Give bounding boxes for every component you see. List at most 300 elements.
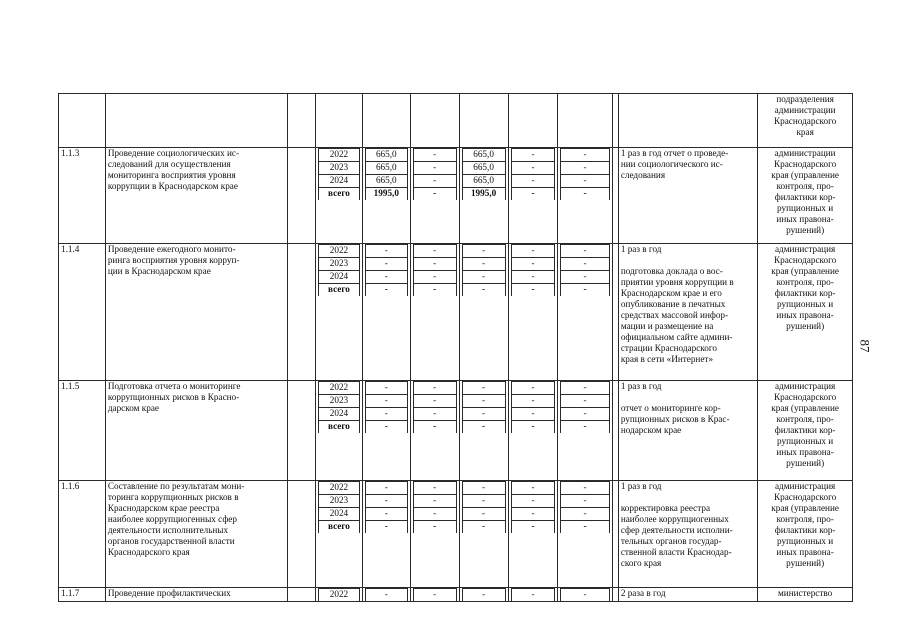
cell-amount	[508, 481, 558, 588]
cell-amount	[362, 148, 410, 244]
year-row	[319, 395, 360, 408]
executor-line: края (управление	[771, 266, 839, 276]
cell-amount	[558, 244, 612, 381]
cell-result	[618, 148, 757, 244]
amount-value: -	[511, 162, 555, 175]
year-row	[462, 395, 505, 408]
year-row	[319, 175, 360, 188]
year-row	[511, 521, 555, 534]
executor-line: Краснодарского	[773, 159, 837, 169]
year-row	[413, 258, 456, 271]
year-row	[462, 495, 505, 508]
amount-value: -	[561, 395, 609, 408]
amount-value: 665,0	[365, 175, 407, 188]
cell-source	[287, 94, 315, 148]
year-row	[413, 245, 456, 258]
year-row	[413, 162, 456, 175]
year-row	[365, 521, 407, 534]
amount-value: -	[462, 482, 505, 495]
amount-value: -	[413, 284, 456, 297]
sub-table	[511, 588, 556, 601]
executor-line: иных правона-	[776, 447, 834, 457]
year-row	[561, 175, 609, 188]
year-row	[462, 421, 505, 434]
executor-line: рушений)	[786, 558, 825, 568]
year-row	[413, 188, 456, 201]
sub-table	[413, 381, 457, 433]
item-number: 1.1.7	[61, 588, 80, 598]
cell-executor	[758, 481, 853, 588]
year-label: 2023	[319, 395, 360, 408]
amount-value: -	[365, 395, 407, 408]
name-line: деятельности исполнительных	[107, 525, 229, 535]
amount-value: -	[413, 258, 456, 271]
amount-value: 1995,0	[365, 188, 407, 201]
table-row	[59, 148, 853, 244]
name-line: Проведение социологических ис-	[107, 148, 240, 158]
year-row	[413, 271, 456, 284]
sub-table	[560, 148, 609, 200]
year-row	[462, 162, 505, 175]
year-row	[365, 508, 407, 521]
item-number: 1.1.5	[61, 381, 80, 391]
amount-value: -	[462, 408, 505, 421]
item-number: 1.1.6	[61, 481, 80, 491]
year-row	[511, 258, 555, 271]
cell-amount	[362, 481, 410, 588]
year-label: 2023	[319, 258, 360, 271]
amount-value: -	[561, 258, 609, 271]
amount-value: -	[365, 589, 407, 602]
year-row	[462, 508, 505, 521]
year-row	[413, 382, 456, 395]
year-row	[462, 149, 505, 162]
year-row	[319, 589, 360, 602]
executor-line: рушений)	[786, 225, 825, 235]
result-line: следования	[620, 170, 666, 180]
sub-table	[560, 588, 609, 601]
year-row	[319, 188, 360, 201]
year-label: 2022	[319, 245, 360, 258]
year-row	[413, 482, 456, 495]
year-label: 2022	[319, 382, 360, 395]
cell-num	[59, 381, 106, 481]
cell-total	[362, 94, 410, 148]
year-row	[462, 284, 505, 297]
year-row	[319, 271, 360, 284]
year-row	[413, 175, 456, 188]
amount-value: -	[413, 271, 456, 284]
year-row	[319, 258, 360, 271]
result-frequency: 1 раз в год	[620, 244, 662, 254]
year-row	[561, 284, 609, 297]
name-line: коррупционных рисков в Красно-	[107, 392, 240, 402]
year-row	[561, 271, 609, 284]
name-line: дарском крае	[107, 403, 159, 413]
amount-value: -	[413, 495, 456, 508]
item-number: 1.1.4	[61, 244, 80, 254]
result-line: отчет о мониторинге кор-	[620, 403, 721, 413]
result-line: наиболее коррупциогенных	[620, 514, 729, 524]
amount-value: -	[413, 482, 456, 495]
executor-line: филактики кор-	[774, 192, 836, 202]
year-row	[319, 495, 360, 508]
result-line: мации и размещение на	[620, 321, 714, 331]
cell-num	[59, 148, 106, 244]
year-row	[561, 482, 609, 495]
cell-amount	[410, 244, 459, 381]
executor-line: администрация	[774, 244, 836, 254]
sub-table	[318, 481, 360, 533]
year-row	[561, 395, 609, 408]
sub-table	[318, 588, 360, 601]
amount-value: -	[462, 245, 505, 258]
sub-table	[413, 148, 457, 200]
amount-value: -	[511, 521, 555, 534]
amount-value: -	[462, 395, 505, 408]
year-row	[365, 271, 407, 284]
sub-table	[365, 244, 408, 296]
cell-amount	[410, 481, 459, 588]
year-row	[561, 495, 609, 508]
executor-line: рупционных и	[777, 436, 834, 446]
cell-name	[105, 148, 287, 244]
executor-line: подразделения	[776, 94, 834, 104]
amount-value: -	[511, 284, 555, 297]
year-row	[319, 245, 360, 258]
item-number: 1.1.3	[61, 148, 80, 158]
executor-line: министерство	[777, 588, 833, 598]
sub-table	[462, 244, 506, 296]
year-row	[462, 589, 505, 602]
executor-line: администрации	[774, 105, 836, 115]
executor-line: рупционных и	[777, 203, 834, 213]
executor-line: филактики кор-	[774, 425, 836, 435]
cell-amount	[362, 588, 410, 602]
cell-amount	[459, 588, 508, 602]
cell-name	[105, 481, 287, 588]
amount-value: -	[462, 284, 505, 297]
result-line: официальном сайте админи-	[620, 332, 733, 342]
amount-value: 1995,0	[462, 188, 505, 201]
amount-value: -	[413, 162, 456, 175]
amount-value: -	[365, 521, 407, 534]
executor-line: рупционных и	[777, 299, 834, 309]
sub-table	[511, 481, 556, 533]
amount-value: -	[511, 175, 555, 188]
cell-source	[287, 588, 315, 602]
year-row	[365, 258, 407, 271]
cell-executor	[758, 244, 853, 381]
amount-value: -	[462, 258, 505, 271]
program-table	[58, 93, 853, 602]
sub-table	[511, 148, 556, 200]
cell-executor	[758, 148, 853, 244]
executor-line: администрация	[774, 481, 836, 491]
year-label: 2023	[319, 495, 360, 508]
name-line: наиболее коррупциогенных сфер	[107, 514, 237, 524]
sub-table	[365, 588, 408, 601]
sub-table	[511, 381, 556, 433]
amount-value: -	[561, 521, 609, 534]
amount-value: -	[365, 245, 407, 258]
cell-amount	[410, 148, 459, 244]
sub-table	[560, 481, 609, 533]
cell-name	[105, 588, 287, 602]
cell-amount	[508, 381, 558, 481]
year-row	[511, 482, 555, 495]
year-row	[561, 149, 609, 162]
sub-table	[560, 244, 609, 296]
amount-value: -	[511, 495, 555, 508]
executor-line: филактики кор-	[774, 525, 836, 535]
amount-value: -	[365, 284, 407, 297]
year-row	[561, 408, 609, 421]
name-line: органов государственной власти	[107, 536, 235, 546]
sub-table	[365, 148, 408, 200]
amount-value: -	[511, 149, 555, 162]
result-frequency: 1 раз в год	[620, 481, 662, 491]
cell-num	[59, 94, 106, 148]
year-row	[511, 245, 555, 258]
name-line: следований для осуществления	[107, 159, 231, 169]
executor-line: Краснодарского	[773, 392, 837, 402]
year-row	[365, 421, 407, 434]
cell-executor	[758, 381, 853, 481]
amount-value: -	[561, 508, 609, 521]
cell-amount	[459, 148, 508, 244]
year-row	[319, 421, 360, 434]
amount-value: -	[365, 495, 407, 508]
cell-amount	[558, 148, 612, 244]
executor-line: иных правона-	[776, 547, 834, 557]
name-line: мониторинга восприятия уровня	[107, 170, 236, 180]
sub-table	[560, 381, 609, 433]
year-label: всего	[319, 188, 360, 201]
result-line: приятии уровня коррупции в	[620, 277, 734, 287]
amount-value: -	[462, 521, 505, 534]
page-number: 87	[857, 339, 873, 353]
year-row	[511, 421, 555, 434]
result-line: рупционных рисков в Крас-	[620, 414, 730, 424]
executor-line: филактики кор-	[774, 288, 836, 298]
amount-value: -	[561, 382, 609, 395]
sub-table	[413, 481, 457, 533]
executor-line: контроля, про-	[776, 414, 834, 424]
cell-amount	[558, 381, 612, 481]
cell-amount	[558, 481, 612, 588]
executor-line: края (управление	[771, 403, 839, 413]
cell-year	[316, 381, 363, 481]
amount-value: -	[511, 589, 555, 602]
name-line: коррупции в Краснодарском крае	[107, 181, 238, 191]
year-row	[365, 482, 407, 495]
sub-table	[318, 381, 360, 433]
year-row	[319, 508, 360, 521]
year-row	[365, 245, 407, 258]
amount-value: 665,0	[462, 175, 505, 188]
amount-value: -	[413, 395, 456, 408]
table-row	[59, 381, 853, 481]
year-row	[413, 521, 456, 534]
result-line: ского края	[620, 558, 662, 568]
year-row	[561, 508, 609, 521]
cell-source	[287, 244, 315, 381]
amount-value: -	[561, 284, 609, 297]
sub-table	[462, 148, 506, 200]
cell-amount	[410, 588, 459, 602]
executor-line: иных правона-	[776, 214, 834, 224]
cell-other	[558, 94, 612, 148]
year-row	[365, 382, 407, 395]
executor-line: администрация	[774, 381, 836, 391]
name-line: Проведение профилактических	[107, 588, 231, 598]
amount-value: -	[365, 271, 407, 284]
amount-value: -	[561, 495, 609, 508]
amount-value: -	[413, 149, 456, 162]
cell-amount	[508, 588, 558, 602]
amount-value: -	[413, 175, 456, 188]
sub-table	[462, 481, 506, 533]
amount-value: -	[561, 162, 609, 175]
year-row	[561, 589, 609, 602]
year-row	[319, 408, 360, 421]
year-row	[365, 162, 407, 175]
amount-value: -	[511, 421, 555, 434]
year-label: 2024	[319, 508, 360, 521]
cell-amount	[362, 244, 410, 381]
name-line: ринга восприятия уровня корруп-	[107, 255, 240, 265]
result-line: нодарском крае	[620, 425, 682, 435]
executor-line: Краснодарского	[773, 492, 837, 502]
sub-table	[318, 148, 360, 200]
year-row	[462, 175, 505, 188]
result-line: подготовка доклада о вос-	[620, 266, 723, 276]
executor-line: контроля, про-	[776, 277, 834, 287]
cell-amount	[508, 244, 558, 381]
amount-value: -	[511, 271, 555, 284]
amount-value: -	[413, 188, 456, 201]
amount-value: -	[413, 421, 456, 434]
amount-value: -	[365, 508, 407, 521]
cell-result	[618, 481, 757, 588]
executor-line: контроля, про-	[776, 181, 834, 191]
year-row	[561, 245, 609, 258]
year-row	[561, 382, 609, 395]
executor-line: администрации	[774, 148, 836, 158]
year-label: 2024	[319, 175, 360, 188]
year-row	[413, 149, 456, 162]
executor-line: контроля, про-	[776, 514, 834, 524]
cell-executor	[758, 94, 853, 148]
year-row	[511, 162, 555, 175]
amount-value: -	[462, 589, 505, 602]
amount-value: -	[413, 508, 456, 521]
table-row-continued	[59, 94, 853, 148]
amount-value: -	[413, 382, 456, 395]
year-row	[462, 188, 505, 201]
name-line: Краснодарском крае реестра	[107, 503, 220, 513]
cell-amount	[410, 381, 459, 481]
sub-table	[413, 244, 457, 296]
year-row	[413, 495, 456, 508]
year-row	[561, 188, 609, 201]
cell-num	[59, 244, 106, 381]
result-line: тельных органов государ-	[620, 536, 722, 546]
amount-value: -	[413, 521, 456, 534]
cell-num	[59, 481, 106, 588]
table-row	[59, 481, 853, 588]
result-frequency: 1 раз в год	[620, 381, 662, 391]
cell-executor	[758, 588, 853, 602]
result-line: корректировка реестра	[620, 503, 711, 513]
year-row	[365, 589, 407, 602]
cell-result	[618, 588, 757, 602]
year-row	[319, 149, 360, 162]
year-row	[413, 508, 456, 521]
amount-value: -	[511, 408, 555, 421]
name-line: Проведение ежегодного монито-	[107, 244, 236, 254]
table-row	[59, 244, 853, 381]
year-label: всего	[319, 284, 360, 297]
executor-line: Краснодарского	[773, 116, 837, 126]
amount-value: -	[561, 408, 609, 421]
year-row	[561, 521, 609, 534]
executor-line: рупционных и	[777, 536, 834, 546]
result-line: Краснодарском крае и его	[620, 288, 722, 298]
table-row	[59, 588, 853, 602]
amount-value: -	[511, 508, 555, 521]
executor-line: края (управление	[771, 503, 839, 513]
cell-municipal	[508, 94, 558, 148]
executor-line: иных правона-	[776, 310, 834, 320]
amount-value: -	[413, 589, 456, 602]
result-line: 2 раза в год	[620, 588, 666, 598]
amount-value: -	[561, 245, 609, 258]
result-line: сфер деятельности исполни-	[620, 525, 733, 535]
executor-line: рушений)	[786, 458, 825, 468]
name-line: Подготовка отчета о мониторинге	[107, 381, 241, 391]
cell-amount	[558, 588, 612, 602]
year-row	[413, 589, 456, 602]
amount-value: 665,0	[462, 149, 505, 162]
amount-value: -	[561, 482, 609, 495]
amount-value: 665,0	[462, 162, 505, 175]
result-line: нии социологического ис-	[620, 159, 723, 169]
year-label: 2022	[319, 149, 360, 162]
amount-value: -	[365, 421, 407, 434]
amount-value: -	[365, 408, 407, 421]
sub-table	[365, 381, 408, 433]
amount-value: -	[462, 421, 505, 434]
year-row	[462, 408, 505, 421]
year-row	[511, 395, 555, 408]
result-line: опубликование в печатных	[620, 299, 726, 309]
year-row	[413, 421, 456, 434]
cell-num	[59, 588, 106, 602]
name-line: торинга коррупционных рисков в	[107, 492, 239, 502]
result-line: ственной власти Краснодар-	[620, 547, 732, 557]
name-line: Краснодарского края	[107, 547, 190, 557]
cell-year	[316, 244, 363, 381]
year-row	[319, 162, 360, 175]
year-row	[319, 382, 360, 395]
executor-line: края (управление	[771, 170, 839, 180]
cell-result	[618, 381, 757, 481]
amount-value: -	[462, 271, 505, 284]
year-row	[511, 508, 555, 521]
year-row	[511, 408, 555, 421]
